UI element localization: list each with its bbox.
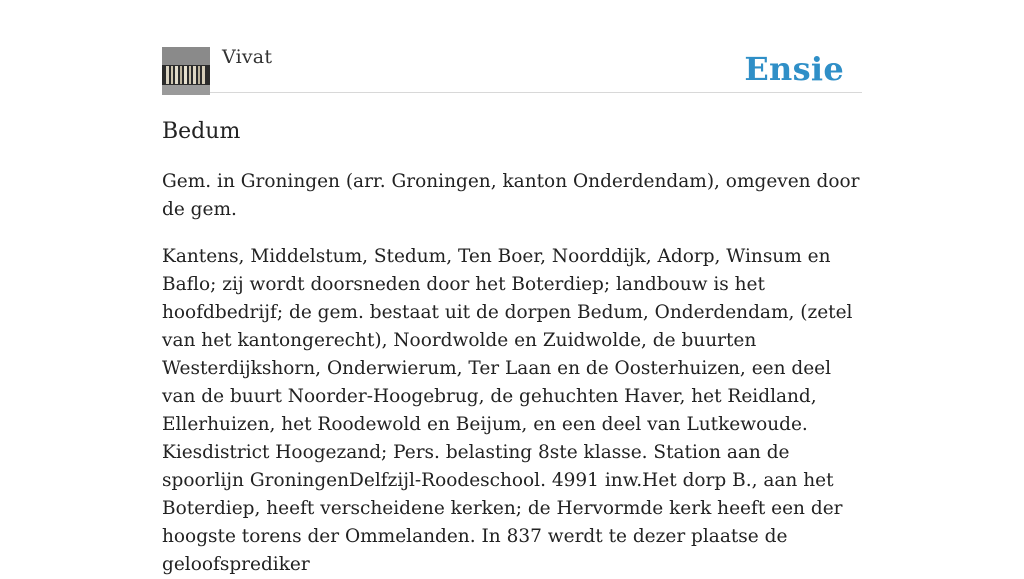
article-page (162, 0, 862, 579)
book-spines-icon (162, 47, 210, 95)
article-paragraph: Kantens, Middelstum, Stedum, Ten Boer, Noorddijk, Adorp, Winsum en Baflo; zij wordt doorsneden door het Boterdiep; landbouw is het hoofdbedrijf; de gem. bestaat uit de dorpen Bedum, Onderdendam, (zetel van het kantongerecht), Noordwolde en Zuidwolde, de buurten Westerdijkshorn, Onderwierum, Ter Laan en de Oosterhuizen, een deel van de buurt Noorder-Hoogebrug, de gehuchten Haver, het Reidland, Ellerhuizen, het Roodewold en Beijum, en een deel van Lutkewoude. Kiesdistrict Hoogezand; Pers. belasting 8ste klasse. Station aan de spoorlijn GroningenDelfzijl-Roodeschool. 4991 inw.Het dorp B., aan het Boterdiep, heeft verscheidene kerken; de Hervormde kerk heeft een der hoogste torens der Ommelanden. In 837 werdt te dezer plaatse de geloofsprediker (162, 246, 853, 575)
article-title: Bedum (162, 119, 241, 144)
brand-logo[interactable]: Ensie (744, 50, 844, 88)
article-paragraph: Gem. in Groningen (arr. Groningen, kanton Onderdendam), omgeven door de gem. (162, 171, 860, 220)
header (162, 0, 862, 93)
source-avatar[interactable] (162, 47, 210, 95)
source-name[interactable]: Vivat (222, 46, 273, 68)
